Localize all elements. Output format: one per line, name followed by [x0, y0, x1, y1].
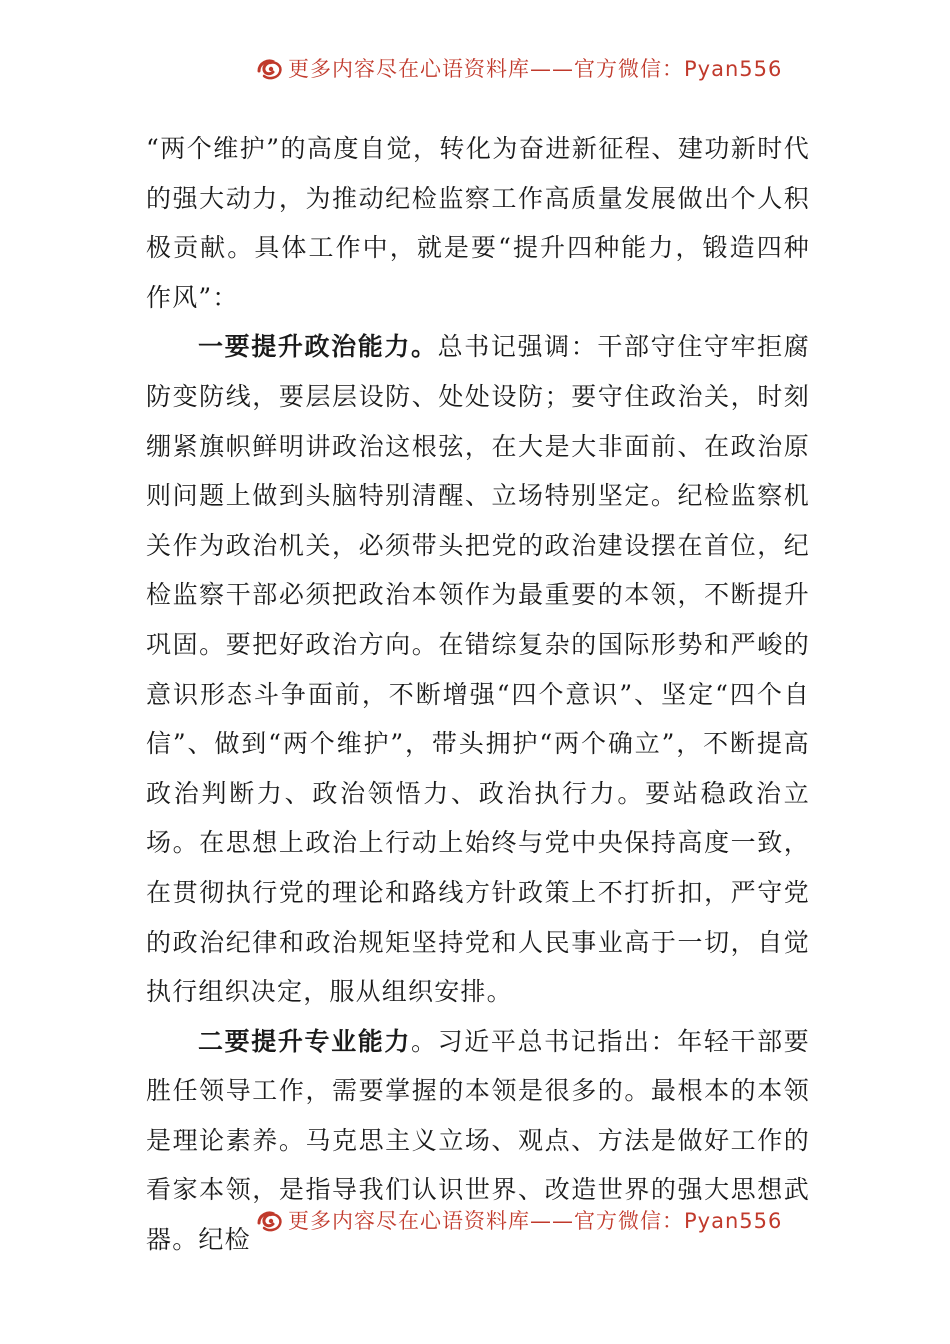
top-watermark-banner — [256, 54, 782, 84]
paragraph-political-ability-text: 总书记强调：干部守住守牢拒腐防变防线，要层层设防、处处设防；要守住政治关，时刻绷紧旗帜鲜明讲政治这根弦，在大是大非面前、在政治原则问题上做到头脑特别清醒、立场特别坚定。纪检监察机关作为政治机关，必须带头把党的政治建设摆在首位，纪检监察干部必须把政治本领作为最重要的本领，不断提升巩固。要把好政治方向。在错综复杂的国际形势和严峻的意识形态斗争面前，不断增强“四个意识”、坚定“四个自信”、做到“两个维护”，带头拥护“两个确立”，不断提高政治判断力、政治领悟力、政治执行力。要站稳政治立场。在思想上政治上行动上始终与党中央保持高度一致，在贯彻执行党的理论和路线方针政策上不打折扣，严守党的政治纪律和政治规矩坚持党和人民事业高于一切，自觉执行组织决定，服从组织安排。 — [146, 332, 810, 1007]
paragraph-professional-ability-heading: 二要提升专业能力 — [198, 1026, 412, 1056]
bottom-watermark-banner — [256, 1206, 782, 1236]
watermark-text: 更多内容尽在心语资料库——官方微信：Pyan556 — [288, 1209, 783, 1233]
watermark-text: 更多内容尽在心语资料库——官方微信：Pyan556 — [288, 57, 783, 81]
paragraph-professional-ability-text: 。习近平总书记指出：年轻干部要胜任领导工作，需要掌握的本领是很多的。最根本的本领是理论素养。马克思主义立场、观点、方法是做好工作的看家本领，是指导我们认识世界、改造世界的强大思想武器。纪检 — [146, 1026, 810, 1255]
paragraph-intro-text: “两个维护”的高度自觉，转化为奋进新征程、建功新时代的强大动力，为推动纪检监察工作高质量发展做出个人积极贡献。具体工作中，就是要“提升四种能力，锻造四种作风”： — [146, 134, 810, 312]
red-swirl-logo-icon — [256, 1209, 284, 1233]
paragraph-political-ability — [146, 322, 810, 1016]
paragraph-political-ability-heading: 一要提升政治能力。 — [198, 332, 438, 362]
red-swirl-logo-icon — [256, 57, 284, 81]
paragraph-intro — [146, 124, 810, 322]
document-body — [146, 124, 810, 1265]
